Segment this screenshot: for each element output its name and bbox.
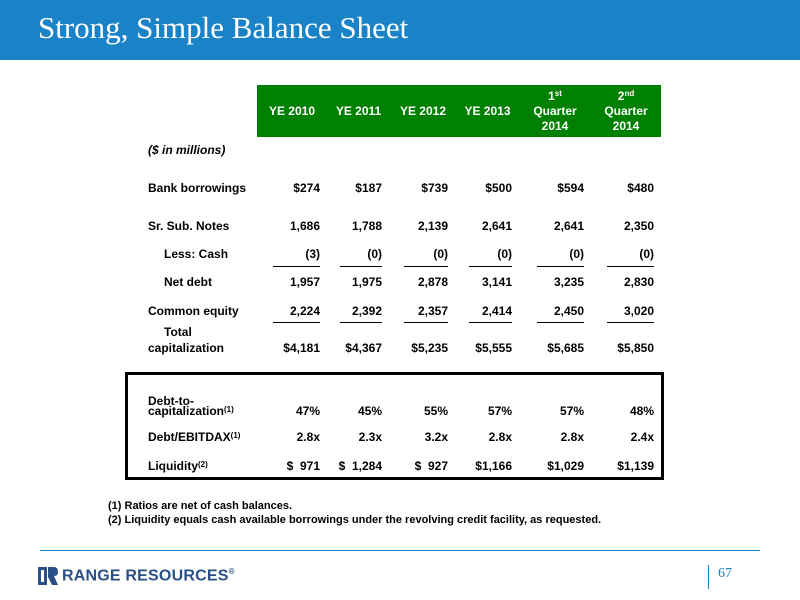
ratio-label-capitalization <box>148 404 234 418</box>
footnote-marker: (1) <box>230 431 241 440</box>
table-cell: $739 <box>421 181 448 195</box>
table-cell: 3,235 <box>553 275 584 289</box>
column-header-ordinal: 2 <box>617 88 625 103</box>
table-cell: $1,029 <box>547 459 584 473</box>
table-cell: 55% <box>423 404 448 418</box>
table-cell: 2,641 <box>481 219 512 233</box>
column-header-ordinal-suffix: st <box>554 88 562 98</box>
table-cell: 48% <box>629 404 654 418</box>
table-cell: $1,139 <box>617 459 654 473</box>
table-cell: $500 <box>485 181 512 195</box>
column-header-year: 2014 <box>541 118 569 133</box>
table-cell: $187 <box>355 181 382 195</box>
column-header-ye2012 <box>390 85 456 137</box>
row-label-bank-borrowings: Bank borrowings <box>148 181 247 195</box>
company-logo <box>38 565 235 587</box>
table-cell: (0) <box>367 247 382 261</box>
table-cell: (0) <box>433 247 448 261</box>
table-cell: $274 <box>293 181 320 195</box>
row-label-common-equity: Common equity <box>148 304 239 318</box>
table-cell: 3,020 <box>623 304 654 318</box>
table-cell: 2,357 <box>417 304 448 318</box>
ratio-label-liquidity <box>148 459 208 473</box>
units-label: ($ in millions) <box>148 143 226 157</box>
table-cell: $5,235 <box>411 341 448 355</box>
title-bar <box>0 0 800 60</box>
table-cell: 2,450 <box>553 304 584 318</box>
table-cell: 2,392 <box>351 304 382 318</box>
subtotal-underline <box>340 322 382 323</box>
table-cell: 2,830 <box>623 275 654 289</box>
subtotal-underline <box>469 266 512 267</box>
subtotal-underline <box>404 322 448 323</box>
table-cell: 2,641 <box>553 219 584 233</box>
footer-rule <box>40 550 760 551</box>
table-cell: 2,350 <box>623 219 654 233</box>
table-cell: $4,181 <box>283 341 320 355</box>
subtotal-underline <box>273 266 320 267</box>
slide-title: Strong, Simple Balance Sheet <box>38 10 409 45</box>
table-cell: 2.3x <box>358 430 382 444</box>
table-cell: 3.2x <box>424 430 448 444</box>
table-cell: 1,957 <box>289 275 320 289</box>
subtotal-underline <box>469 322 512 323</box>
subtotal-underline <box>273 322 320 323</box>
ratio-label-text: Liquidity <box>148 459 198 473</box>
table-cell: $5,555 <box>475 341 512 355</box>
ratio-label-debt-ebitdax <box>148 430 240 444</box>
column-header-label: YE 2012 <box>399 103 447 118</box>
row-label-capitalization: capitalization <box>148 341 225 355</box>
column-header-label: YE 2011 <box>335 103 382 118</box>
subtotal-underline <box>340 266 382 267</box>
subtotal-underline <box>607 266 654 267</box>
row-label-total: Total <box>164 325 192 339</box>
table-cell: 2,139 <box>417 219 448 233</box>
table-cell: 57% <box>559 404 584 418</box>
table-cell: 1,686 <box>289 219 320 233</box>
column-header-ye2010 <box>257 85 327 137</box>
table-cell: 2,414 <box>481 304 512 318</box>
column-header-ordinal: 1 <box>548 88 555 103</box>
table-cell: $480 <box>627 181 654 195</box>
row-label-net-debt: Net debt <box>164 275 212 289</box>
subtotal-underline <box>404 266 448 267</box>
column-header-label: Quarter <box>604 103 648 118</box>
table-cell: $ 1,284 <box>338 459 382 473</box>
subtotal-underline <box>537 266 584 267</box>
footnote-1: (1) Ratios are net of cash balances. <box>108 500 293 512</box>
column-header-label: Quarter <box>533 103 577 118</box>
table-cell: 47% <box>295 404 320 418</box>
range-resources-logo-icon <box>38 566 58 586</box>
table-cell: (0) <box>639 247 654 261</box>
column-header-label: YE 2013 <box>464 103 511 118</box>
table-cell: 3,141 <box>481 275 512 289</box>
table-cell: (0) <box>497 247 512 261</box>
company-name <box>62 567 235 585</box>
subtotal-underline <box>537 322 584 323</box>
table-cell: $ 927 <box>414 459 448 473</box>
row-label-less-cash: Less: Cash <box>164 247 229 261</box>
table-cell: (0) <box>569 247 584 261</box>
subtotal-underline <box>607 322 654 323</box>
company-name-text: RANGE RESOURCES <box>62 567 229 585</box>
table-cell: 2,878 <box>417 275 448 289</box>
table-cell: $594 <box>557 181 584 195</box>
table-cell: (3) <box>305 247 320 261</box>
column-header-ye2013 <box>456 85 519 137</box>
ratio-label-text: Debt/EBITDAX <box>148 430 231 444</box>
table-cell: $ 971 <box>286 459 320 473</box>
column-header-q1-2014 <box>519 85 591 137</box>
column-header-year: 2014 <box>612 118 640 133</box>
column-header-q2-2014 <box>591 85 661 137</box>
column-header-ordinal-suffix: nd <box>624 88 635 98</box>
ratio-label-debt-to: Debt-to- <box>148 394 194 408</box>
table-cell: $5,850 <box>617 341 654 355</box>
trademark-symbol: ® <box>228 566 235 576</box>
table-cell: 45% <box>357 404 382 418</box>
table-cell: $4,367 <box>345 341 382 355</box>
table-cell: 1,788 <box>351 219 382 233</box>
table-cell: 2,224 <box>289 304 320 318</box>
ratio-label-text: capitalization <box>148 404 225 418</box>
row-label-sr-sub-notes: Sr. Sub. Notes <box>148 219 230 233</box>
table-cell: 1,975 <box>351 275 382 289</box>
table-cell: 2.8x <box>296 430 320 444</box>
column-header-label: YE 2010 <box>268 103 316 118</box>
table-cell: $5,685 <box>547 341 584 355</box>
table-cell: 57% <box>487 404 512 418</box>
page-number-separator <box>708 565 709 589</box>
page-number: 67 <box>718 566 732 581</box>
table-cell: 2.4x <box>630 430 654 444</box>
footnote-2: (2) Liquidity equals cash available borrowings under the revolving credit facility, as requested. <box>108 514 602 526</box>
table-cell: 2.8x <box>560 430 584 444</box>
footnote-marker: (2) <box>198 460 208 469</box>
footnote-marker: (1) <box>224 405 234 414</box>
table-cell: $1,166 <box>475 459 512 473</box>
table-cell: 2.8x <box>488 430 512 444</box>
column-header-ye2011 <box>327 85 390 137</box>
